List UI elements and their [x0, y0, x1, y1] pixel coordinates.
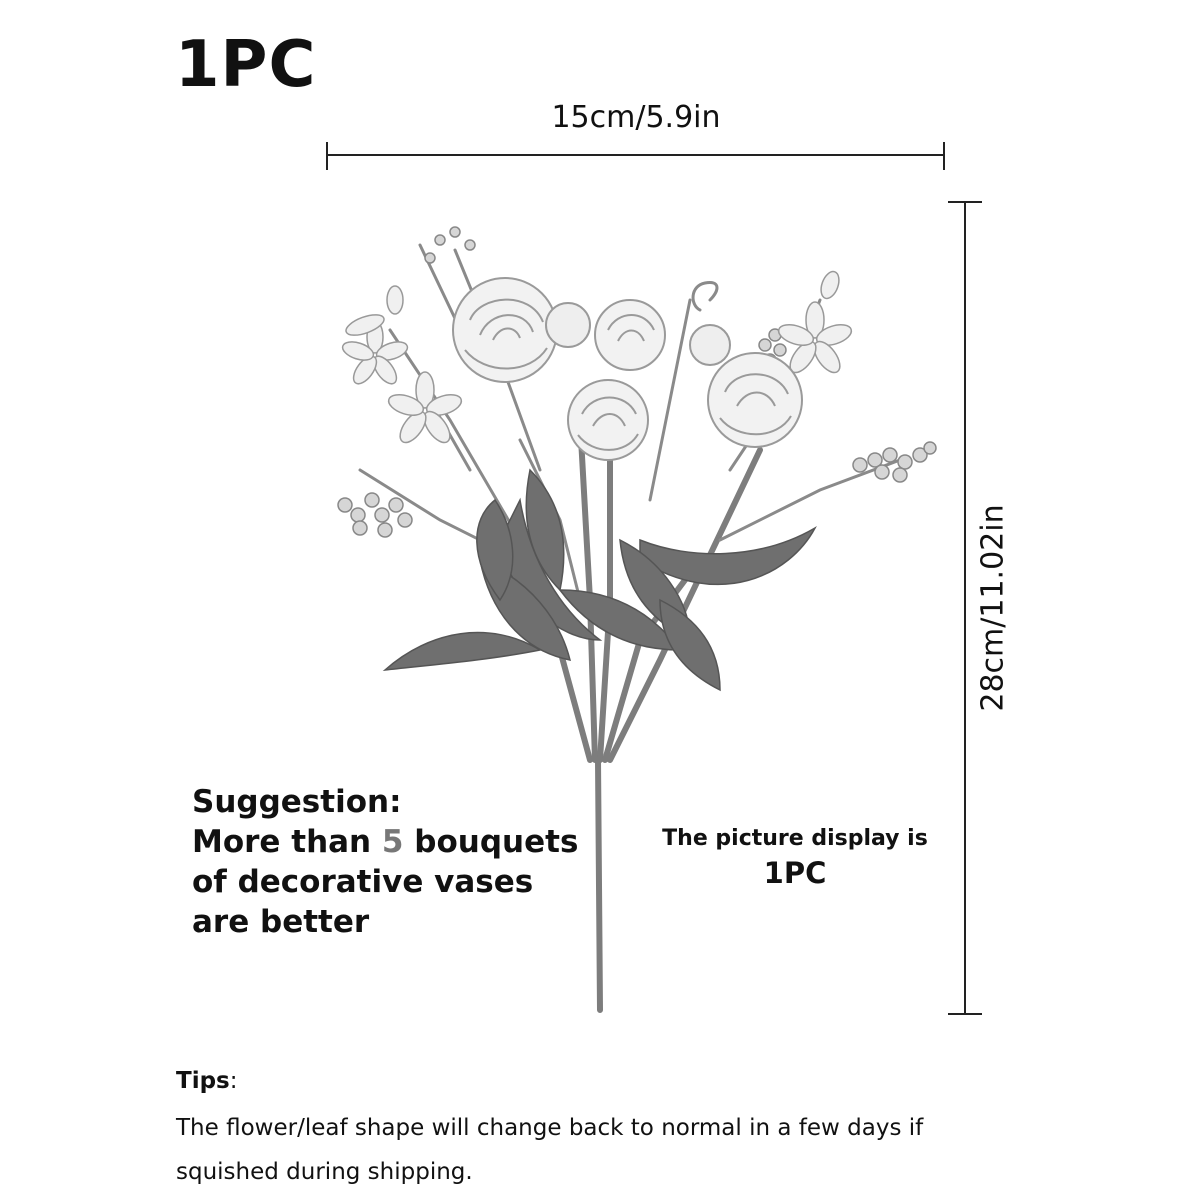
suggestion-heading: Suggestion:: [192, 784, 402, 820]
width-dimension-line: [327, 142, 944, 170]
suggestion-line-1-end: bouquets: [403, 824, 579, 860]
height-dimension-label: 28cm/11.02in: [975, 504, 1011, 712]
quantity-title: 1PC: [175, 28, 317, 102]
tips-text: [176, 1106, 1036, 1194]
display-note: [640, 822, 950, 890]
suggestion-line-3: are better: [192, 904, 370, 940]
suggestion-bouquet-count: 5: [381, 824, 404, 860]
suggestion-block: [192, 782, 578, 942]
tips-line-1: The flower/leaf shape will change back to normal in a few days if: [176, 1115, 924, 1141]
tips-title: Tips: [176, 1068, 230, 1094]
display-note-text: The picture display is: [662, 826, 928, 851]
suggestion-line-1: [192, 822, 578, 862]
tips-heading: [176, 1068, 237, 1094]
suggestion-line-2: of decorative vases: [192, 864, 534, 900]
tips-colon: :: [229, 1068, 238, 1094]
tips-line-2: squished during shipping.: [176, 1159, 473, 1185]
suggestion-line-1-start: More than: [192, 824, 382, 860]
width-dimension-label: 15cm/5.9in: [551, 100, 721, 135]
display-note-quantity: 1PC: [763, 856, 827, 890]
